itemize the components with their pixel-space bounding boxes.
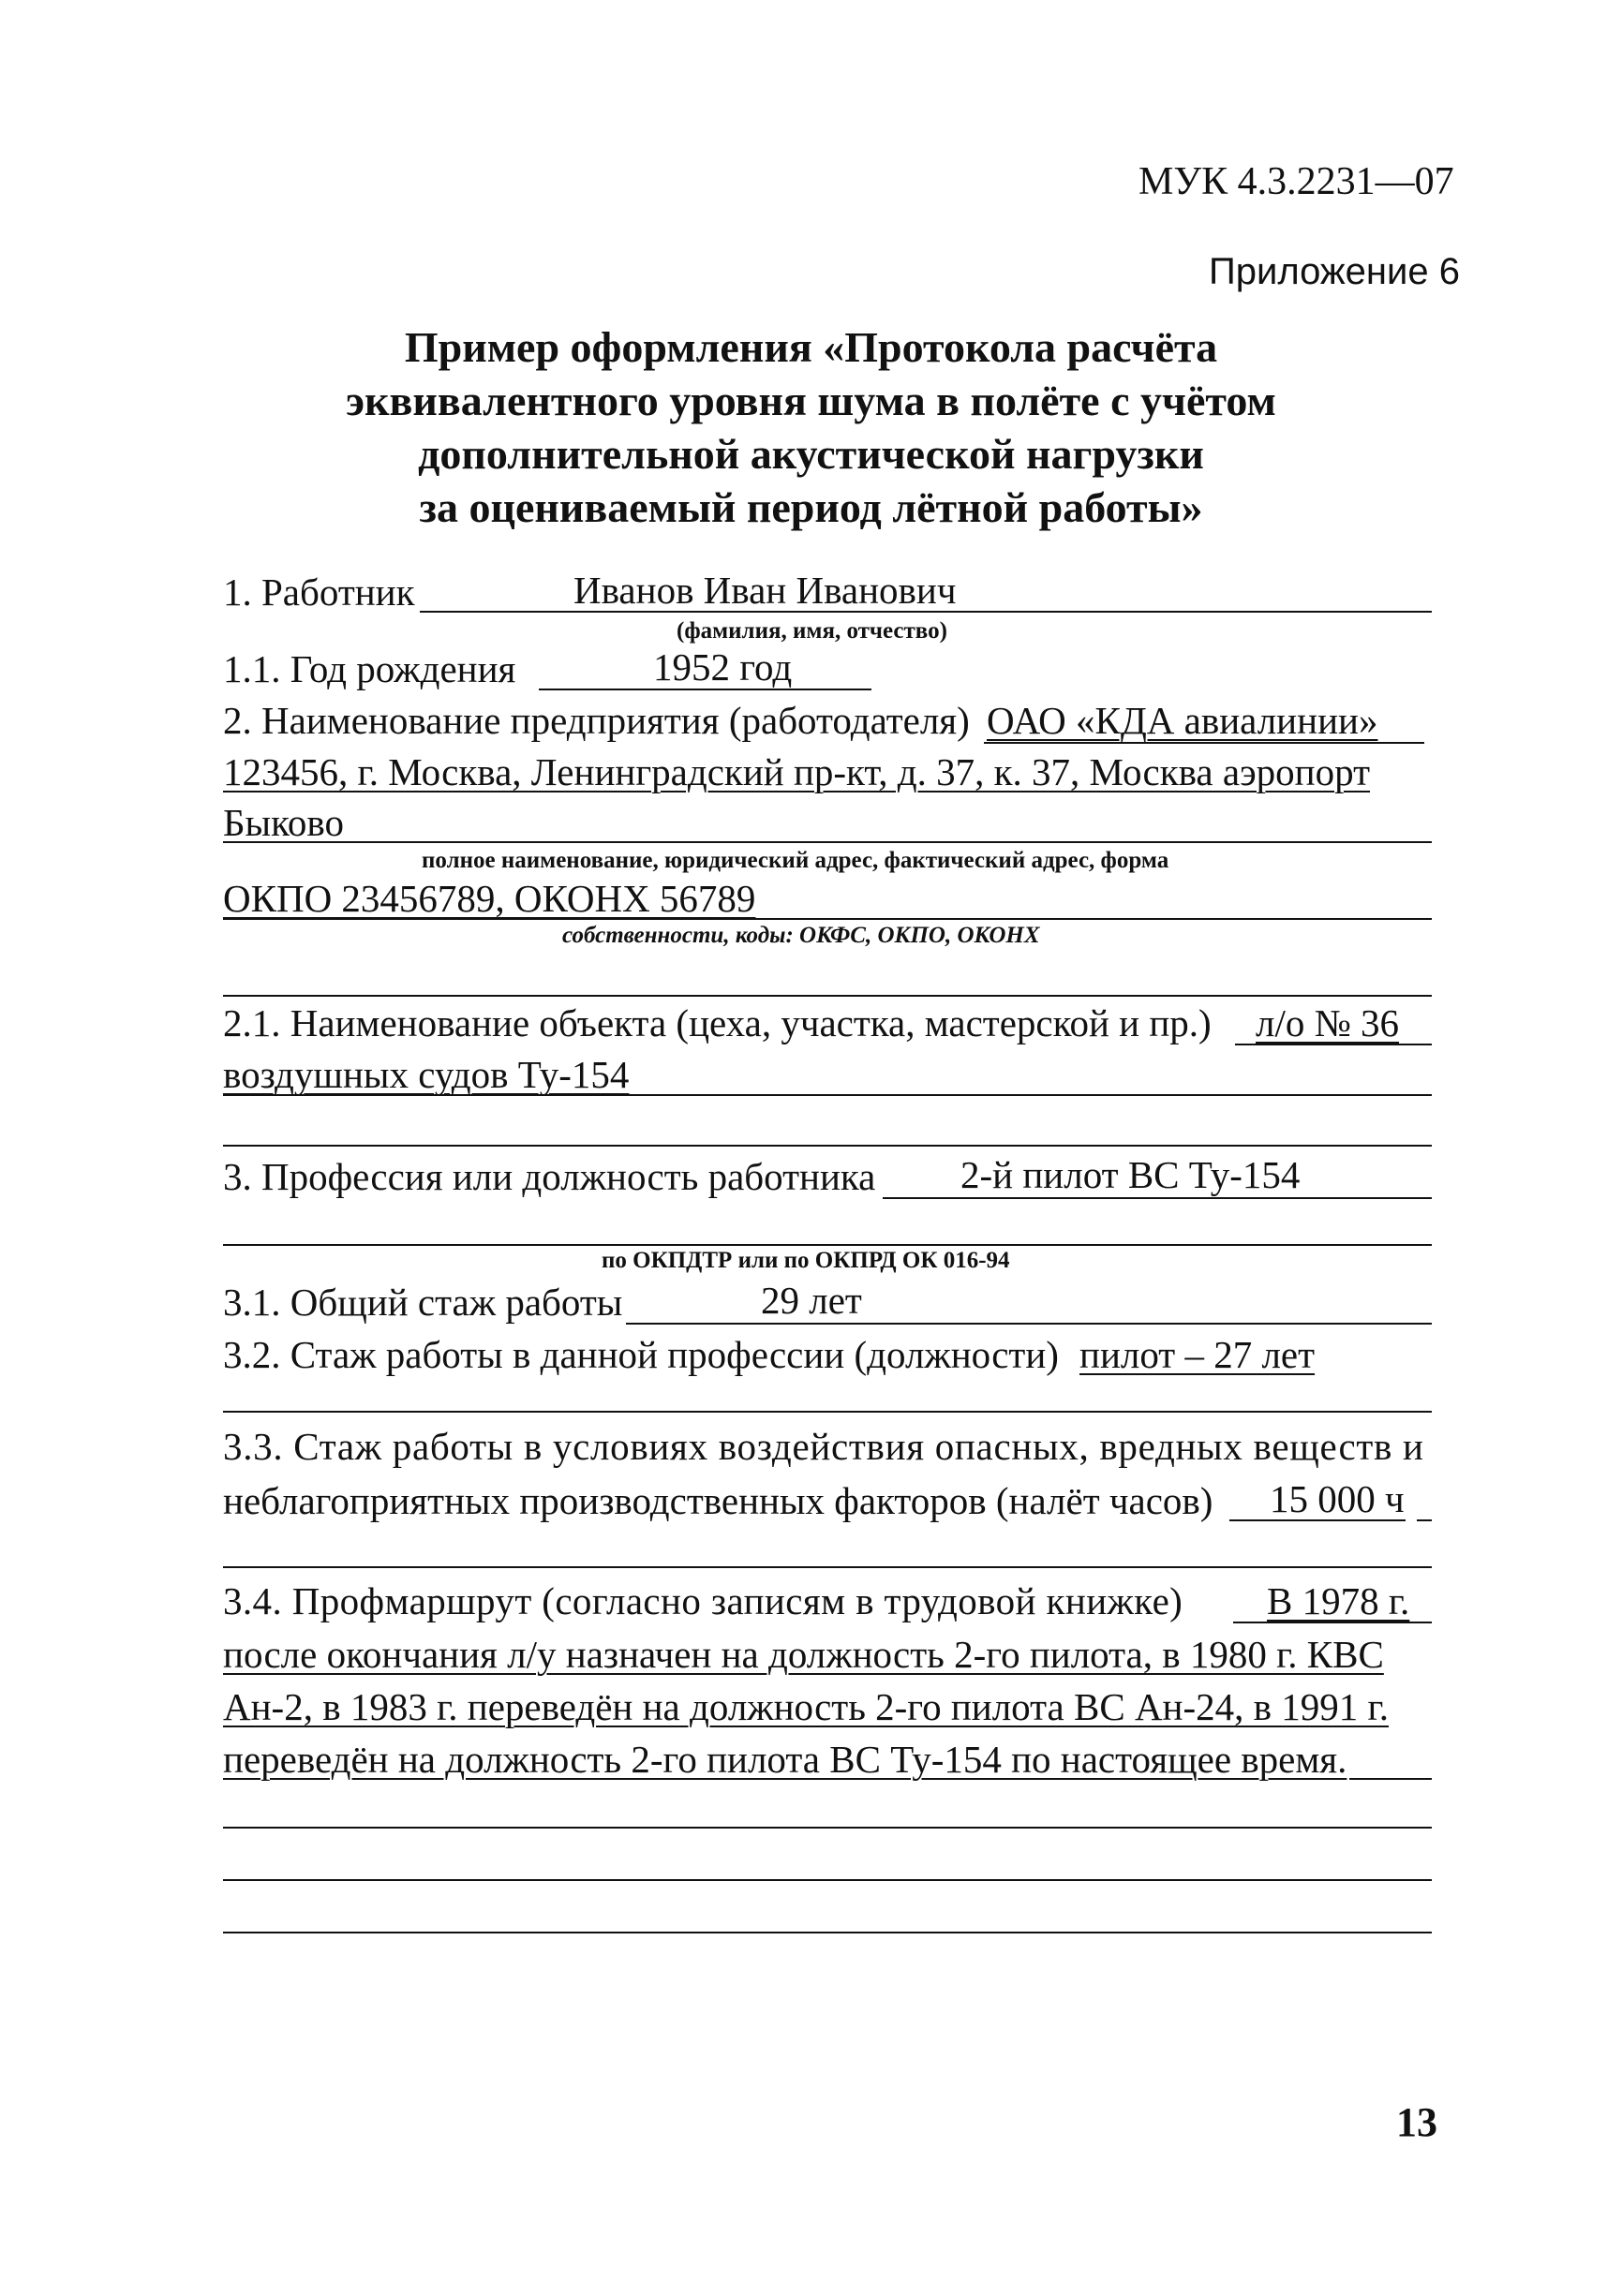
total-exp-value: 29 лет bbox=[761, 1279, 862, 1322]
object-value-1: л/о № 36 bbox=[1256, 1001, 1399, 1044]
employer-line-3 bbox=[223, 841, 1432, 843]
page-title bbox=[0, 320, 1622, 534]
profession-value: 2-й пилот ВС Ту-154 bbox=[960, 1153, 1301, 1196]
hazard-exp-tail bbox=[1417, 1519, 1432, 1521]
employer-hint-2: собственности, коды: ОКФС, ОКПО, ОКОНХ bbox=[562, 923, 1040, 948]
blank-line bbox=[223, 995, 1432, 997]
route-value-2: после окончания л/у назначен на должность 2-го пилота, в 1980 г. КВС bbox=[223, 1633, 1384, 1676]
total-exp-label: 3.1. Общий стаж работы bbox=[223, 1281, 623, 1324]
blank-line bbox=[223, 1145, 1432, 1147]
profession-line bbox=[883, 1197, 1432, 1199]
employer-value-2: 123456, г. Москва, Ленинградский пр-кт, д. 37, к. 37, Москва аэропорт bbox=[223, 750, 1370, 793]
title-line: за оцениваемый период лётной работы» bbox=[419, 483, 1203, 531]
total-exp-line bbox=[626, 1323, 1432, 1325]
object-value-2: воздушных судов Ту-154 bbox=[223, 1053, 630, 1096]
birth-label: 1.1. Год рождения bbox=[223, 647, 516, 690]
employer-line-4 bbox=[223, 918, 1432, 920]
employer-label: 2. Наименование предприятия (работодателя) bbox=[223, 699, 970, 742]
worker-hint: (фамилия, имя, отчество) bbox=[677, 618, 947, 644]
route-value-3: Ан-2, в 1983 г. переведён на должность 2-го пилота ВС Ан-24, в 1991 г. bbox=[223, 1685, 1389, 1728]
employer-value-1: ОАО «КДА авиалинии» bbox=[987, 699, 1378, 742]
prof-exp-value: пилот – 27 лет bbox=[1079, 1333, 1316, 1376]
birth-value: 1952 год bbox=[653, 645, 793, 689]
title-line: Пример оформления «Протокола расчёта bbox=[404, 323, 1218, 371]
document-code: МУК 4.3.2231—07 bbox=[1138, 160, 1454, 203]
worker-label: 1. Работник bbox=[223, 570, 415, 614]
title-line: эквивалентного уровня шума в полёте с учётом bbox=[346, 377, 1276, 424]
blank-line bbox=[223, 1244, 1432, 1246]
profession-label: 3. Профессия или должность работника bbox=[223, 1155, 876, 1198]
employer-line-1 bbox=[984, 742, 1424, 744]
blank-line bbox=[223, 1566, 1432, 1568]
hazard-exp-value: 15 000 ч bbox=[1270, 1477, 1405, 1520]
route-value-4: переведён на должность 2-го пилота ВС Ту-154 по настоящее время. bbox=[223, 1738, 1347, 1781]
blank-line bbox=[223, 1932, 1432, 1933]
profession-hint: по ОКПДТР или по ОКПРД ОК 016-94 bbox=[602, 1248, 1010, 1273]
route-label: 3.4. Профмаршрут (согласно записям в трудовой книжке) bbox=[223, 1579, 1183, 1622]
page-number: 13 bbox=[1396, 2099, 1437, 2145]
object-label: 2.1. Наименование объекта (цеха, участка, мастерской и пр.) bbox=[223, 1001, 1212, 1044]
blank-line bbox=[223, 1411, 1432, 1413]
employer-value-4: ОКПО 23456789, ОКОНХ 56789 bbox=[223, 877, 756, 920]
blank-line bbox=[223, 1879, 1432, 1881]
annex-label: Приложение 6 bbox=[1209, 251, 1460, 292]
title-line: дополнительной акустической нагрузки bbox=[418, 430, 1204, 478]
blank-line bbox=[223, 1827, 1432, 1829]
prof-exp-label: 3.2. Стаж работы в данной профессии (должности) bbox=[223, 1333, 1059, 1376]
employer-hint-1: полное наименование, юридический адрес, фактический адрес, форма bbox=[422, 848, 1169, 873]
route-value-1: В 1978 г. bbox=[1267, 1579, 1410, 1622]
hazard-exp-line-1: 3.3. Стаж работы в условиях воздействия опасных, вредных веществ и bbox=[223, 1425, 1424, 1468]
worker-value: Иванов Иван Иванович bbox=[573, 569, 957, 612]
route-line-4 bbox=[1349, 1778, 1432, 1780]
employer-value-3: Быково bbox=[223, 801, 345, 844]
hazard-exp-label: неблагоприятных производственных факторов (налёт часов) bbox=[223, 1479, 1213, 1522]
object-line-2 bbox=[223, 1094, 1432, 1096]
